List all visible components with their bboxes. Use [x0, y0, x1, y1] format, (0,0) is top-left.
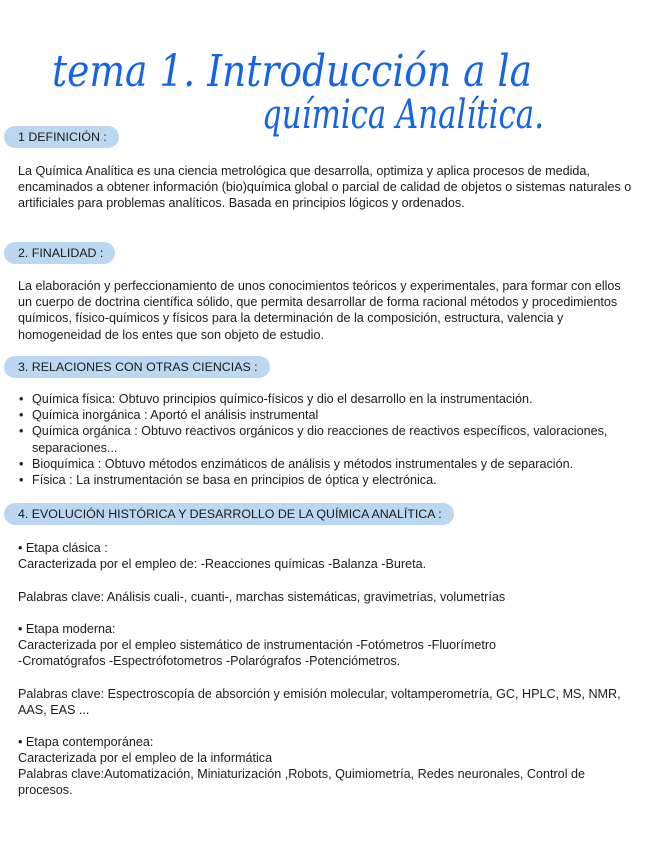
- title-line-1: tema 1. Introducción a la: [52, 46, 532, 97]
- list-item: • Química inorgánica : Aportó el análisis instrumental: [18, 407, 634, 423]
- relaciones-list: [18, 391, 634, 488]
- title-line-2: química Analítica.: [262, 92, 544, 138]
- etapa-moderna-desc-1: Caracterizada por el empleo sistemático de instrumentación -Fotómetros -Fluorímetro: [18, 638, 497, 653]
- etapa-clasica: [18, 540, 634, 572]
- list-item: • Química física: Obtuvo principios químico-físicos y dio el desarrollo en la instrumentación.: [18, 391, 634, 407]
- etapa-contemporanea-desc: Caracterizada por el empleo de la informática: [18, 751, 273, 766]
- etapa-moderna-label: • Etapa moderna:: [18, 622, 116, 636]
- etapa-moderna-keywords: Palabras clave: Espectroscopía de absorción y emisión molecular, voltamperometría, GC, HPLC, MS, NMR, AAS, EAS ...: [18, 687, 621, 718]
- section-heading-evolucion: 4. EVOLUCIÓN HISTÓRICA Y DESARROLLO DE LA QUÍMICA ANALÍTICA :: [4, 503, 454, 525]
- finalidad-text: La elaboración y perfeccionamiento de unos conocimientos teóricos y experimentales, para formar con ellos un cuerpo de doctrina científica sólido, que permita desarrollar de forma racional métodos y procedimientos químicos, físico-químicos y físicos para la determinación de la composición, estructura, valencia y homogeneidad de los entes que son objeto de estudio.: [18, 279, 621, 342]
- section-heading-definicion: 1 DEFINICIÓN :: [4, 126, 119, 148]
- definicion-text: La Química Analítica es una ciencia metrológica que desarrolla, optimiza y aplica procesos de medida, encaminados a obtener información (bio)química global o parcial de calidad de objetos o sistemas naturales o artificiales para problemas analíticos. Basada en principios lógicos y ordenados.: [18, 164, 632, 211]
- etapa-contemporanea-keywords: Palabras clave:Automatización, Miniaturización ,Robots, Quimiometría, Redes neuronales, Control de procesos.: [18, 767, 585, 798]
- list-item: • Química orgánica : Obtuvo reactivos orgánicos y dio reacciones de reactivos específicos, valoraciones, separaciones...: [18, 423, 634, 455]
- etapa-moderna: [18, 621, 634, 670]
- etapa-clasica-keywords: Palabras clave: Análisis cuali-, cuanti-, marchas sistemáticas, gravimetrías, volumetrías: [18, 590, 506, 604]
- list-item: • Física : La instrumentación se basa en principios de óptica y electrónica.: [18, 472, 634, 488]
- section-heading-finalidad: 2. FINALIDAD :: [4, 242, 115, 264]
- etapa-clasica-desc: Caracterizada por el empleo de: -Reacciones químicas -Balanza -Bureta.: [18, 557, 427, 572]
- etapa-contemporanea-label: • Etapa contemporánea:: [18, 735, 154, 749]
- etapa-contemporanea: [18, 734, 634, 766]
- etapa-moderna-desc-2: -Cromatógrafos -Espectrófotometros -Polarógrafos -Potenciómetros.: [18, 654, 401, 669]
- etapa-clasica-label: • Etapa clásica :: [18, 541, 108, 555]
- list-item: • Bioquímica : Obtuvo métodos enzimáticos de análisis y métodos instrumentales y de separación.: [18, 456, 634, 472]
- section-heading-relaciones: 3. RELACIONES CON OTRAS CIENCIAS :: [4, 356, 270, 378]
